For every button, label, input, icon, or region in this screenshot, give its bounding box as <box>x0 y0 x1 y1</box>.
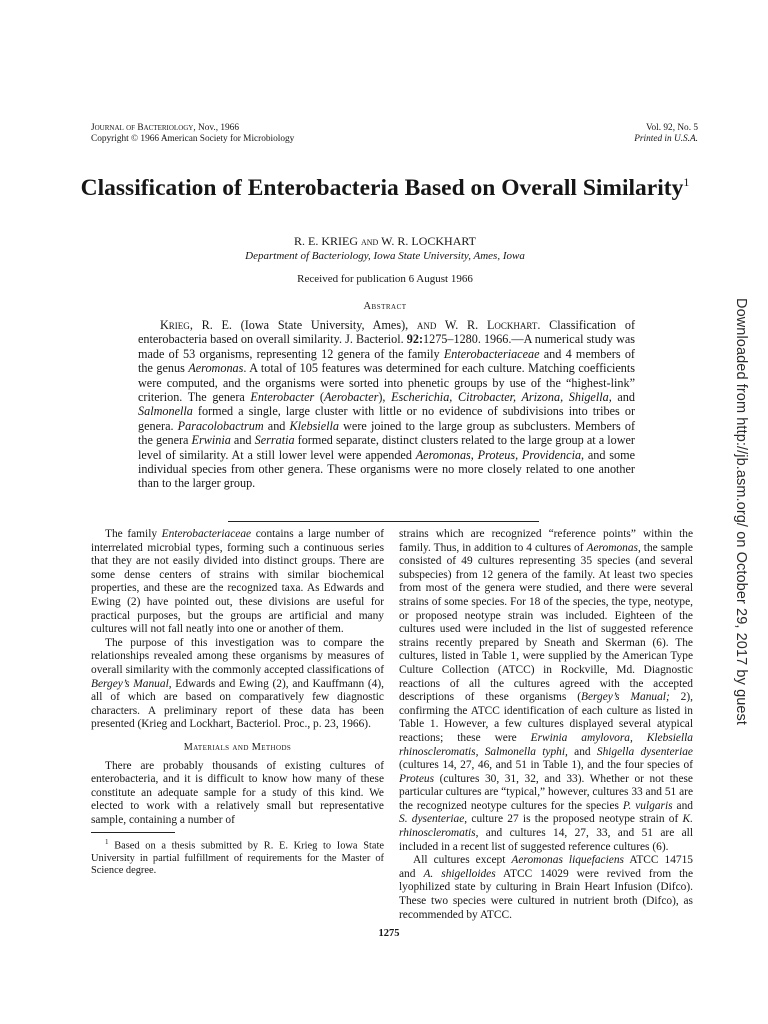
footnote-divider <box>91 832 175 833</box>
methods-heading: Materials and Methods <box>183 741 292 753</box>
journal-citation: Journal of Bacteriology, Nov., 1966 <box>91 123 239 133</box>
abstract-heading: Abstract <box>363 301 407 312</box>
department-affiliation: Department of Bacteriology, Iowa State University, Ames, Iowa <box>245 250 525 262</box>
section-divider <box>228 521 539 522</box>
received-date: Received for publication 6 August 1966 <box>297 273 473 285</box>
methods-paragraph-2: All cultures except Aeromonas liquefaciens ATCC 14715 and A. shigelloides ATCC 14029 were revived from the lyophilized state by culturing in Brain Heart Infusion (Difco). These two species were cultured in nutrient broth (Difco), as recommended by ATCC. <box>399 854 693 921</box>
copyright-line: Copyright © 1966 American Society for Microbiology <box>91 134 295 144</box>
intro-paragraph-1: The family Enterobacteriaceae contains a large number of interrelated microbial types, forming such a continuous series that they are not easily divided into distinct groups. There are some dense centers of strains with similar biochemical properties, and these are the recognized taxa. As Edwards and Ewing (2) have pointed out, these divisions are useful for practical purposes, but the groups are artificial and many cultures will not fall neatly into one or another of them. <box>91 528 384 636</box>
paper-title: Classification of Enterobacteria Based on Overall Similarity$^1$ <box>80 174 690 201</box>
title-footnote-mark: 1 <box>683 175 690 189</box>
author-line: R. E. KRIEG and W. R. LOCKHART <box>294 234 476 248</box>
methods-paragraph-1: There are probably thousands of existing cultures of enterobacteria, and it is difficult to know how many of these constitute an adequate sample for a study of this kind. We elected to work with a relatively small but representative sample, containing a number of <box>91 759 384 826</box>
journal-header-left <box>91 123 294 145</box>
printed-in: Printed in U.S.A. <box>634 134 698 144</box>
intro-paragraph-2: The purpose of this investigation was to compare the relationships revealed among these organisms by measures of overall similarity with the commonly accepted classifications of Bergey’s Manual, Edwards and Ewing (2), and Kauffmann (4), all of which are based on comparatively few diagnostic characters. A preliminary report of these data has been presented (Krieg and Lockhart, Bacteriol. Proc., p. 23, 1966). <box>91 636 384 731</box>
page-number: 1275 <box>378 928 400 939</box>
abstract-text: Krieg, R. E. (Iowa State University, Ames), and W. R. Lockhart. Classification of enterobacteria based on overall similarity. J. Bacteriol. 92:1275–1280. 1966.—A numerical study was made of 53 organisms, representing 12 genera of the family Enterobacteriaceae and 4 members of the genus Aeromonas. A total of 105 features was determined for each culture. Matching coefficients were computed, and the organisms were sorted into phenetic groups by use of the “highest-link” criterion. The genera Enterobacter (Aerobacter), Escherichia, Citrobacter, Arizona, Shigella, and Salmonella formed a single, large cluster with little or no evidence of subdivisions into tribes or genera. Paracolobactrum and Klebsiella were joined to the large group as subclusters. Members of the genera Erwinia and Serratia formed separate, distinct clusters related to the large group at a lower level of similarity. At a still lower level were appended Aeromonas, Proteus, Providencia, and some individual species from other genera. These organisms were no more closely related to one another than to the larger group. <box>138 318 636 491</box>
methods-paragraph-continued: strains which are recognized “reference points” within the family. Thus, in addition to 4 cultures of Aeromonas, the sample consisted of 49 cultures representing 35 species (and several subspecies) from 12 genera of the family. At least two species from most of the genera were studied, and there were several strains of some species. For 18 of the species, the type, neotype, or proposed neotype strain was included. Eighteen of the cultures used were included in the list of suggested reference strains recently prepared by Sneath and Skerman (6). The cultures, listed in Table 1, were supplied by the American Type Culture Collection (ATCC) in Rockville, Md. Diagnostic reactions of all the cultures agreed with the accepted descriptions of these organisms (Bergey’s Manual; 2), confirming the ATCC identification of each culture as listed in Table 1. However, a few cultures displayed several atypical reactions; these were Erwinia amylovora, Klebsiella rhinoscleromatis, Salmonella typhi, and Shigella dysenteriae (cultures 14, 27, 46, and 51 in Table 1), and the four species of Proteus (cultures 30, 31, 32, and 33). Whether or not these particular cultures are “typical,” however, cultures 33 and 51 are the recognized neotype cultures for the species P. vulgaris and S. dysenteriae, culture 27 is the proposed neotype strain of K. rhinoscleromatis, and cultures 14, 27, 33, and 51 are all included in a recent list of suggested reference cultures (6). <box>399 528 693 853</box>
body-column-left <box>91 528 384 878</box>
body-column-right <box>399 528 693 922</box>
download-watermark: Downloaded from http://jb.asm.org/ on October 29, 2017 by guest <box>733 298 749 726</box>
footnote: $^1$ Based on a thesis submitted by R. E. Krieg to Iowa State University in partial fulfillment of requirements for the Master of Science degree. <box>91 838 384 877</box>
journal-header-right <box>634 123 698 145</box>
volume-issue: Vol. 92, No. 5 <box>646 123 698 133</box>
